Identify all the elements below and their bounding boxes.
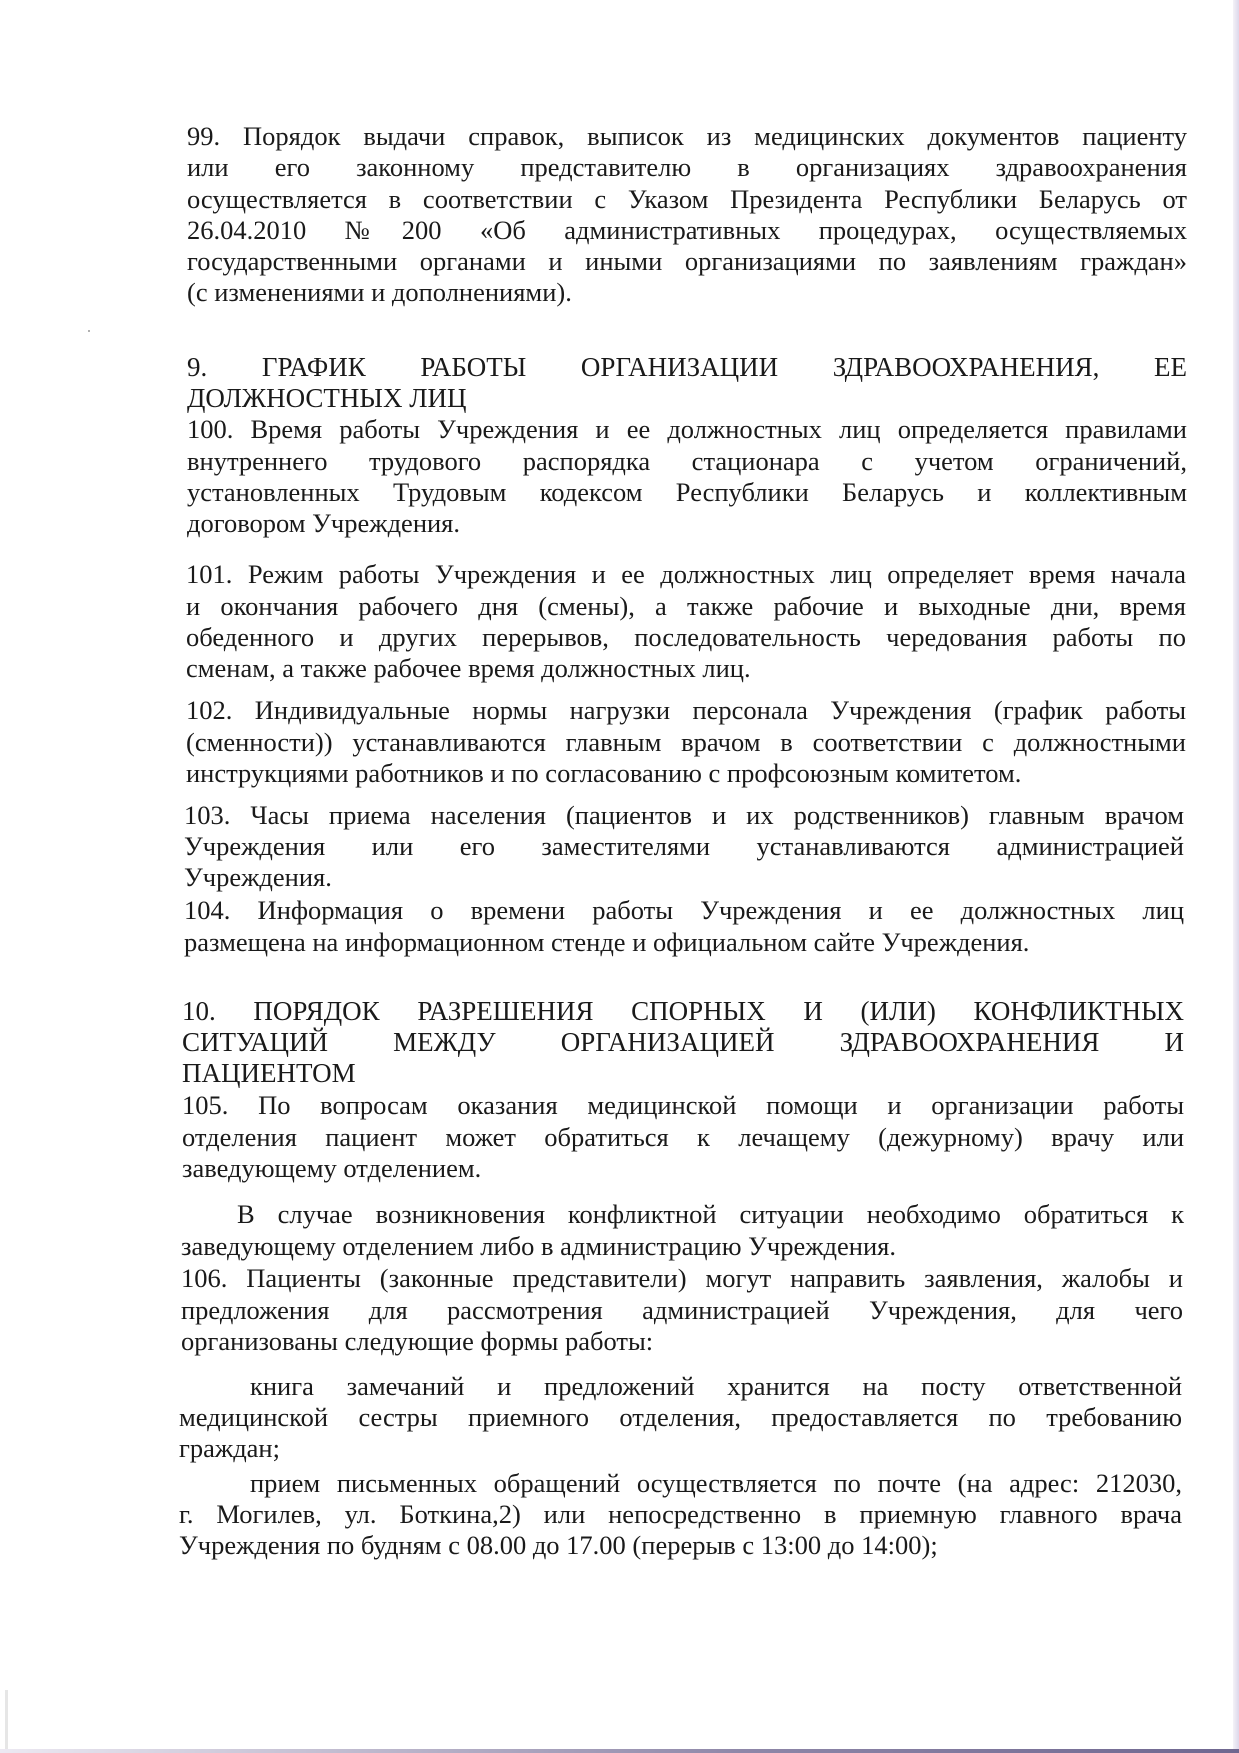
heading-line: ПАЦИЕНТОМ bbox=[182, 1058, 356, 1088]
text-line: 103. Часы приема населения (пациентов и их родственников) главным врачом bbox=[184, 800, 1184, 830]
text-line: 100. Время работы Учреждения и ее должностных лиц определяется правилами bbox=[187, 414, 1187, 444]
text-line: договором Учреждения. bbox=[187, 508, 460, 538]
text-line: Учреждения по будням с 08.00 до 17.00 (перерыв с 13:00 до 14:00); bbox=[179, 1530, 938, 1560]
heading-line: 10. ПОРЯДОК РАЗРЕШЕНИЯ СПОРНЫХ И (ИЛИ) КОНФЛИКТНЫХ bbox=[182, 996, 1184, 1026]
text-line: или его законному представителю в организациях здравоохранения bbox=[187, 152, 1187, 182]
text-line: прием письменных обращений осуществляется по почте (на адрес: 212030, bbox=[250, 1468, 1182, 1498]
text-line: Учреждения. bbox=[184, 862, 332, 892]
text-line: Учреждения или его заместителями устанавливаются администрацией bbox=[184, 831, 1184, 861]
text-line: размещена на информационном стенде и официальном сайте Учреждения. bbox=[184, 927, 1030, 957]
text-line: сменам, а также рабочее время должностных лиц. bbox=[186, 653, 751, 683]
heading-line: ДОЛЖНОСТНЫХ ЛИЦ bbox=[187, 383, 467, 413]
text-line: 26.04.2010 №200 «Об административных процедурах, осуществляемых bbox=[187, 215, 1187, 245]
text-line: отделения пациент может обратиться к лечащему (дежурному) врачу или bbox=[182, 1122, 1184, 1152]
text-line: инструкциями работников и по согласованию с профсоюзным комитетом. bbox=[186, 758, 1022, 788]
text-line: заведующему отделением либо в администрацию Учреждения. bbox=[181, 1231, 896, 1261]
text-line: 105. По вопросам оказания медицинской помощи и организации работы bbox=[182, 1090, 1184, 1120]
text-line: внутреннего трудового распорядка стационара с учетом ограничений, bbox=[187, 446, 1187, 476]
text-line: государственными органами и иными организациями по заявлениям граждан» bbox=[187, 246, 1187, 276]
text-line: В случае возникновения конфликтной ситуации необходимо обратиться к bbox=[237, 1199, 1184, 1229]
heading-line: 9. ГРАФИК РАБОТЫ ОРГАНИЗАЦИИ ЗДРАВООХРАНЕНИЯ, ЕЕ bbox=[187, 352, 1187, 382]
text-line: книга замечаний и предложений хранится на посту ответственной bbox=[250, 1371, 1182, 1401]
heading-line: СИТУАЦИЙ МЕЖДУ ОРГАНИЗАЦИЕЙ ЗДРАВООХРАНЕНИЯ И bbox=[182, 1027, 1184, 1057]
text-line: обеденного и других перерывов, последовательность чередования работы по bbox=[186, 622, 1186, 652]
scan-edge-bottom bbox=[0, 1749, 1239, 1753]
scan-edge-right bbox=[1233, 0, 1239, 1753]
text-line: (сменности)) устанавливаются главным врачом в соответствии с должностными bbox=[186, 727, 1186, 757]
text-line: заведующему отделением. bbox=[182, 1153, 482, 1183]
scan-edge-left bbox=[5, 1690, 8, 1753]
text-line: г. Могилев, ул. Боткина,2) или непосредственно в приемную главного врача bbox=[179, 1499, 1182, 1529]
scan-speck bbox=[88, 330, 90, 332]
text-line: 99. Порядок выдачи справок, выписок из медицинских документов пациенту bbox=[187, 121, 1187, 151]
text-line: установленных Трудовым кодексом Республики Беларусь и коллективным bbox=[187, 477, 1187, 507]
text-line: 102. Индивидуальные нормы нагрузки персонала Учреждения (график работы bbox=[186, 695, 1186, 725]
text-line: предложения для рассмотрения администрацией Учреждения, для чего bbox=[181, 1295, 1183, 1325]
text-line: граждан; bbox=[179, 1433, 280, 1463]
text-line: и окончания рабочего дня (смены), а также рабочие и выходные дни, время bbox=[186, 591, 1186, 621]
text-line: осуществляется в соответствии с Указом Президента Республики Беларусь от bbox=[187, 184, 1187, 214]
text-line: (с изменениями и дополнениями). bbox=[187, 277, 572, 307]
text-line: 106. Пациенты (законные представители) могут направить заявления, жалобы и bbox=[181, 1263, 1183, 1293]
text-line: организованы следующие формы работы: bbox=[181, 1326, 654, 1356]
text-line: 101. Режим работы Учреждения и ее должностных лиц определяет время начала bbox=[186, 559, 1186, 589]
text-line: 104. Информация о времени работы Учреждения и ее должностных лиц bbox=[184, 895, 1184, 925]
text-line: медицинской сестры приемного отделения, предоставляется по требованию bbox=[179, 1402, 1182, 1432]
